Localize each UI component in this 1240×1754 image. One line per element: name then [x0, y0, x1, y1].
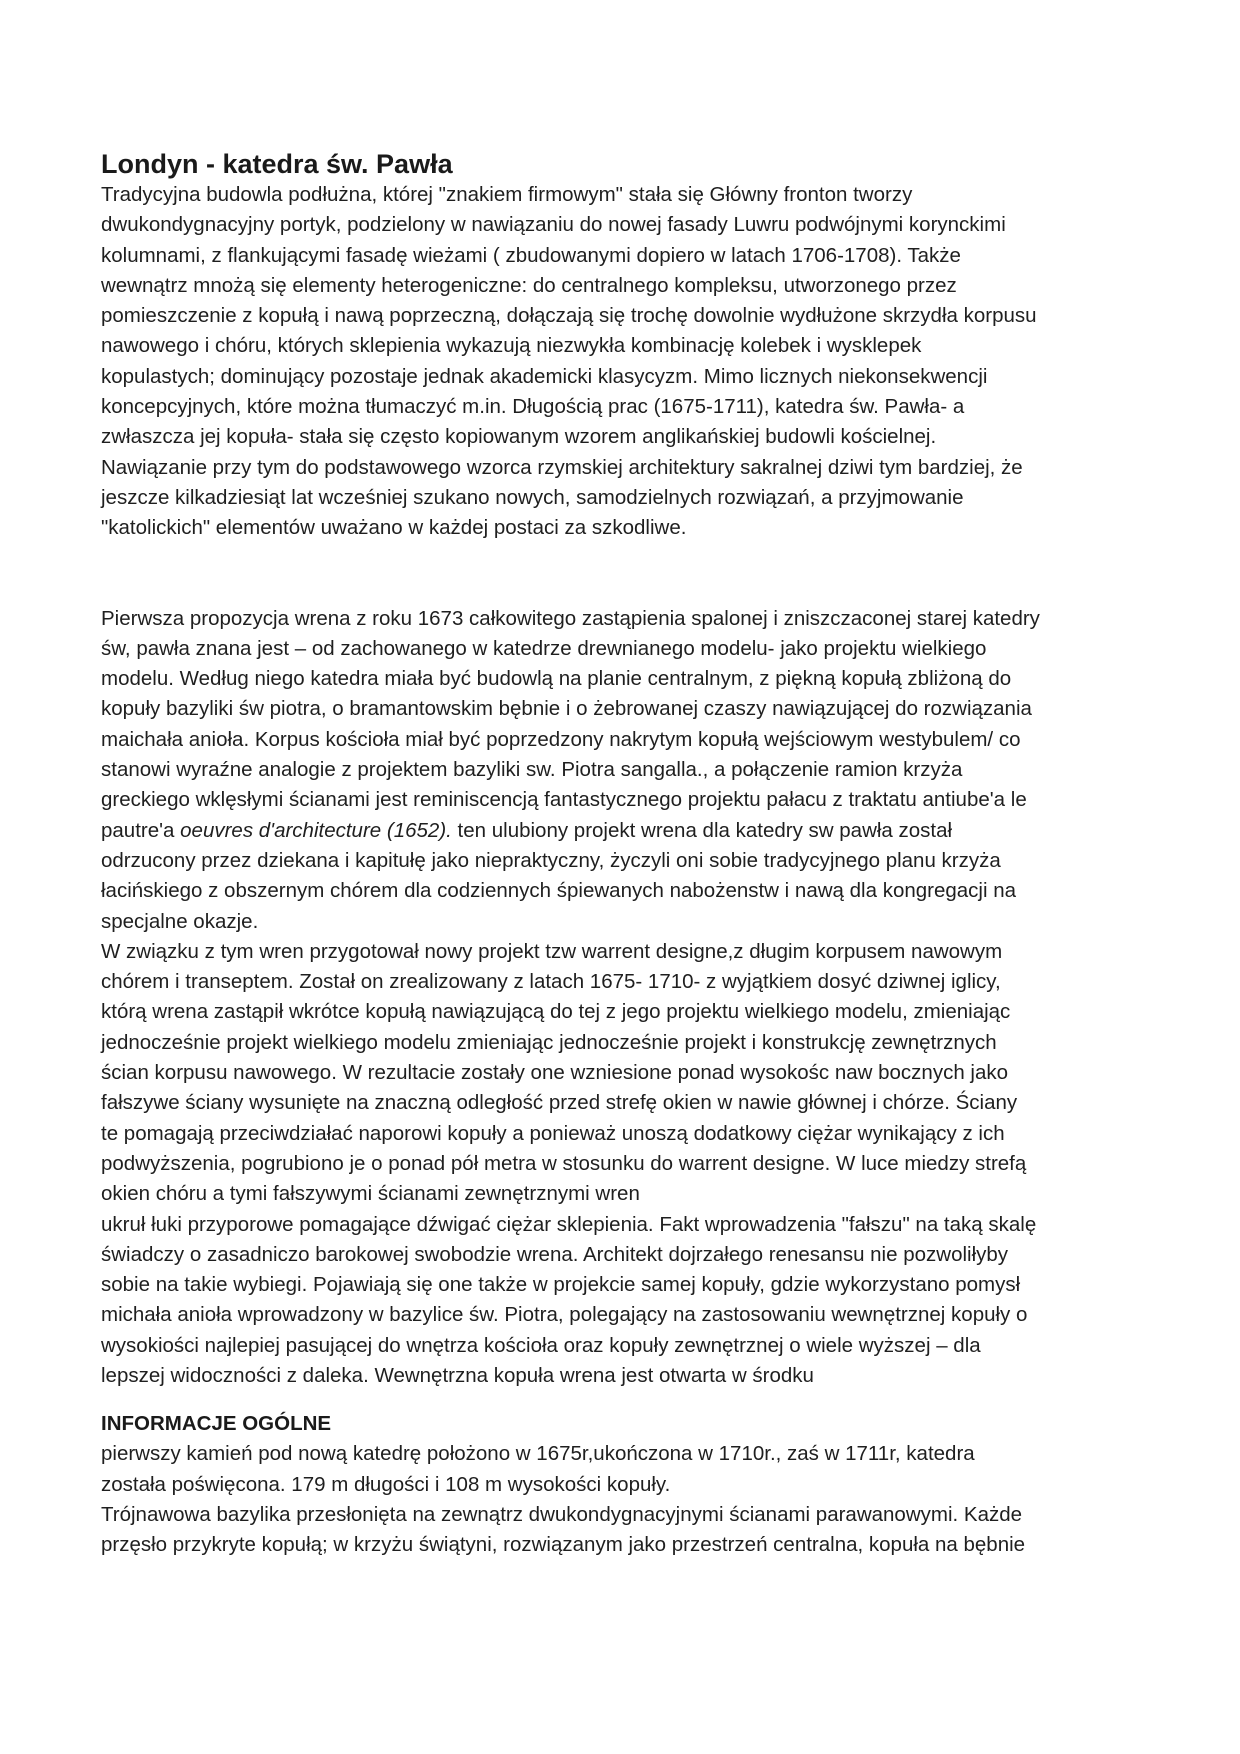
text-line: te pomagają przeciwdziałać naporowi kopuły a ponieważ unoszą dodatkowy ciężar wynikający z ich — [101, 1121, 1005, 1145]
document-title: Londyn - katedra św. Pawła — [101, 149, 453, 179]
text-line: michała anioła wprowadzony w bazylice św. Piotra, polegający na zastosowaniu wewnętrznej kopuły o — [101, 1303, 1028, 1327]
paragraph-general-info — [101, 1439, 1161, 1560]
text-line: pomieszczenie z kopułą i nawą poprzeczną, dołączają się trochę dowolnie wydłużone skrzydła korpusu — [101, 304, 1037, 328]
paragraph-warrant-design — [101, 937, 1161, 1391]
text-line: Nawiązanie przy tym do podstawowego wzorca rzymskiej architektury sakralnej dziwi tym bardziej, że — [101, 455, 1023, 479]
paragraph-gap — [101, 544, 1161, 604]
paragraph-first-proposal — [101, 604, 1161, 937]
text-line: odrzucony przez dziekana i kapitułę jako niepraktyczny, życzyli oni sobie tradycyjnego planu krzyża — [101, 848, 1001, 872]
book-title-italic: oeuvres d'architecture (1652). — [180, 818, 452, 842]
text-fragment: ten ulubiony projekt wrena dla katedry sw pawła został — [451, 818, 953, 842]
text-line: sobie na takie wybiegi. Pojawiają się one także w projekcie samej kopuły, gdzie wykorzystano pomysł — [101, 1273, 1021, 1297]
text-line: stanowi wyraźne analogie z projektem bazyliki sw. Piotra sangalla., a połączenie ramion krzyża — [101, 758, 963, 782]
text-line: fałszywe ściany wysunięte na znaczną odległość przed strefę okien w nawie głównej i chórze. Ściany — [101, 1091, 1018, 1115]
text-line: zwłaszcza jej kopuła- stała się często kopiowanym wzorem anglikańskiej budowli kościelnej. — [101, 425, 937, 449]
text-line-italic-reference — [101, 816, 1161, 846]
text-line: kopuły bazyliki św piotra, o bramantowskim bębnie i o żebrowanej czaszy nawiązującej do rozwiązania — [101, 697, 1032, 721]
text-line: została poświęcona. 179 m długości i 108 m wysokości kopuły. — [101, 1472, 671, 1496]
text-line: Trójnawowa bazylika przesłonięta na zewnątrz dwukondygnacyjnymi ścianami parawanowymi. Każde — [101, 1502, 1023, 1526]
section-heading-general-info: INFORMACJE OGÓLNE — [101, 1412, 332, 1436]
text-line: wewnątrz mnożą się elementy heterogeniczne: do centralnego kompleksu, utworzonego przez — [101, 273, 957, 297]
text-line: przęsło przykryte kopułą; w krzyżu świątyni, rozwiązanym jako przestrzeń centralna, kopuła na bębnie — [101, 1533, 1026, 1557]
text-line: pierwszy kamień pod nową katedrę położono w 1675r,ukończona w 1710r., zaś w 1711r, katedra — [101, 1442, 975, 1466]
document-page — [101, 148, 1161, 1560]
text-line: którą wrena zastąpił wkrótce kopułą nawiązującą do tej z jego projektu wielkiego modelu, zmieniając — [101, 1000, 1011, 1024]
text-line: Tradycyjna budowla podłużna, której "znakiem firmowym" stała się Główny fronton tworzy — [101, 183, 913, 206]
text-line: łacińskiego z obszernym chórem dla codziennych śpiewanych nabożenstw i nawą dla kongregacji na — [101, 879, 1017, 903]
text-line: specjalne okazje. — [101, 909, 259, 933]
text-line: chórem i transeptem. Został on zrealizowany z latach 1675- 1710- z wyjątkiem dosyć dziwnej iglicy, — [101, 970, 1001, 994]
paragraph-tradition — [101, 180, 1161, 544]
text-line: lepszej widoczności z daleka. Wewnętrzna kopuła wrena jest otwarta w środku — [101, 1363, 814, 1387]
text-line: "katolickich" elementów uważano w każdej postaci za szkodliwe. — [101, 516, 687, 540]
text-line: okien chóru a tymi fałszywymi ścianami zewnętrznymi wren — [101, 1182, 640, 1206]
text-line: kolumnami, z flankującymi fasadę wieżami ( zbudowanymi dopiero w latach 1706-1708). Także — [101, 243, 961, 267]
text-line: modelu. Według niego katedra miała być budowlą na planie centralnym, z piękną kopułą zbliżoną do — [101, 667, 1012, 691]
text-line: maichała anioła. Korpus kościoła miał być poprzedzony nakrytym kopułą wejściowym westybulem/ co — [101, 727, 1021, 751]
text-line: W związku z tym wren przygotował nowy projekt tzw warrent designe,z długim korpusem nawowym — [101, 939, 1003, 963]
text-fragment: pautre'a — [101, 818, 181, 842]
text-line: nawowego i chóru, których sklepienia wykazują niezwykła kombinację kolebek i wysklepek — [101, 334, 922, 358]
text-line: podwyższenia, pogrubiono je o ponad pół metra w stosunku do warrent designe. W luce miedzy strefą — [101, 1151, 1027, 1175]
text-line: jeszcze kilkadziesiąt lat wcześniej szukano nowych, samodzielnych rozwiązań, a przyjmowanie — [101, 485, 964, 509]
text-line: greckiego wklęsłymi ścianami jest reminiscencją fantastycznego projektu pałacu z traktatu antiube'a le — [101, 788, 1027, 812]
text-line: ukruł łuki przyporowe pomagające dźwigać ciężar sklepienia. Fakt wprowadzenia "fałszu" na taką skalę — [101, 1212, 1037, 1236]
text-line: ścian korpusu nawowego. W rezultacie zostały one wzniesione ponad wysokośc naw bocznych jako — [101, 1061, 1009, 1085]
text-line: kopulastych; dominujący pozostaje jednak akademicki klasycyzm. Mimo licznych niekonsekwencji — [101, 364, 988, 388]
text-line: św, pawła znana jest – od zachowanego w katedrze drewnianego modelu- jako projektu wielkiego — [101, 636, 987, 660]
text-line: dwukondygnacyjny portyk, podzielony w nawiązaniu do nowej fasady Luwru podwójnymi korynckimi — [101, 213, 1006, 237]
text-line: koncepcyjnych, które można tłumaczyć m.in. Długością prac (1675-1711), katedra św. Pawła- a — [101, 395, 965, 419]
text-line: Pierwsza propozycja wrena z roku 1673 całkowitego zastąpienia spalonej i zniszczaconej starej katedry — [101, 606, 1040, 630]
text-line: jednocześnie projekt wielkiego modelu zmieniając jednocześnie projekt i konstrukcję zewnętrznych — [101, 1030, 997, 1054]
text-line: wysokiości najlepiej pasującej do wnętrza kościoła oraz kopuły zewnętrznej o wiele wyższej – dla — [101, 1333, 981, 1357]
text-line: świadczy o zasadniczo barokowej swobodzie wrena. Architekt dojrzałego renesansu nie pozwoliłyby — [101, 1242, 1009, 1266]
